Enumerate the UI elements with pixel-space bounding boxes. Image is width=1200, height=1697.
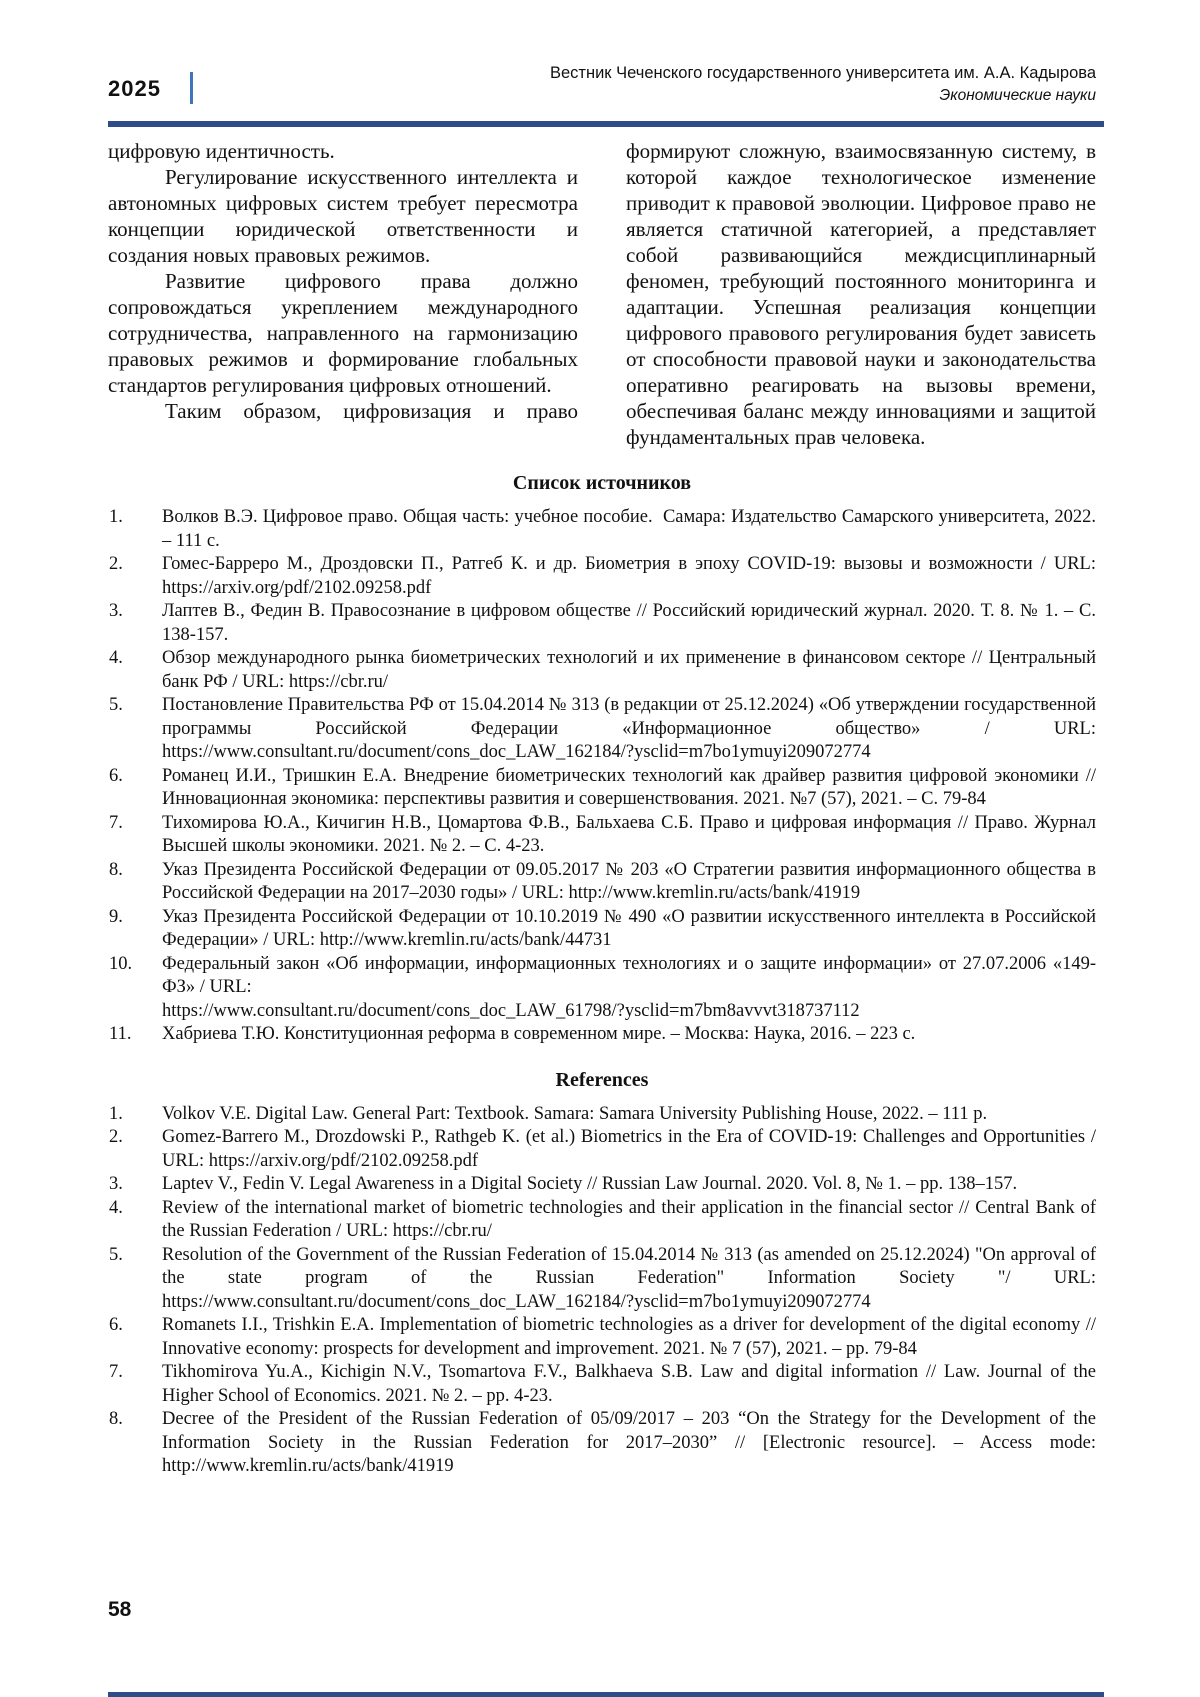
reference-item bbox=[108, 647, 1101, 694]
journal-section: Экономические науки bbox=[939, 87, 1096, 104]
body-columns bbox=[108, 138, 1096, 450]
reference-number: 4. bbox=[109, 648, 123, 668]
journal-title: Вестник Чеченского государственного университета им. А.А. Кадырова bbox=[549, 64, 1096, 82]
reference-item bbox=[108, 1244, 1101, 1315]
reference-text: Федеральный закон «Об информации, информационных технологиях и о защите информации» от 27.07.2006 «149-ФЗ» / URL: https://www.consultant.ru/document/cons_doc_LAW_61798/?ysclid=m7bm8avvvt318737112 bbox=[162, 953, 1096, 1021]
reference-item bbox=[108, 906, 1101, 953]
reference-number: 5. bbox=[109, 1244, 123, 1265]
reference-number: 11. bbox=[109, 1024, 132, 1044]
reference-number: 10. bbox=[109, 953, 133, 974]
reference-text: Gomez-Barrero M., Drozdowski P., Rathgeb K. (et al.) Biometrics in the Era of COVID-19: Challenges and Opportunities / URL: https://arxiv.org/pdf/2102.09258.pdf bbox=[162, 1127, 1101, 1171]
article-content bbox=[108, 138, 1101, 1479]
reference-item bbox=[108, 694, 1101, 765]
reference-number: 5. bbox=[109, 695, 123, 715]
reference-text: Laptev V., Fedin V. Legal Awareness in a Digital Society // Russian Law Journal. 2020. Vol. 8, № 1. – pp. 138–157. bbox=[162, 1174, 1018, 1194]
reference-number: 1. bbox=[109, 507, 123, 527]
header-rule bbox=[108, 121, 1104, 127]
reference-item bbox=[108, 1197, 1101, 1244]
reference-text: Тихомирова Ю.А., Кичигин Н.В., Цомартова Ф.В., Бальхаева С.Б. Право и цифровая информация // Право. Журнал Высшей школы экономики. 2021. № 2. – С. 4-23. bbox=[162, 812, 1101, 856]
reference-item bbox=[108, 1023, 1096, 1047]
reference-text: Tikhomirova Yu.A., Kichigin N.V., Tsomartova F.V., Balkhaeva S.B. Law and digital information // Law. Journal of the Higher School of Economics. 2021. № 2. – pp. 4-23. bbox=[162, 1362, 1101, 1406]
journal-header bbox=[550, 62, 1096, 106]
reference-number: 8. bbox=[109, 1409, 123, 1429]
body-paragraph: цифровую идентичность. bbox=[108, 139, 335, 163]
reference-item bbox=[108, 1408, 1101, 1479]
reference-number: 6. bbox=[109, 1315, 123, 1335]
page-header bbox=[108, 62, 1096, 118]
right-column bbox=[626, 138, 1096, 450]
reference-text: Романец И.И., Тришкин Е.А. Внедрение биометрических технологий как драйвер развития цифровой экономики // Инновационная экономика: перспективы развития и совершенствования. 2021. №7 (57), 2021. – С. 79-84 bbox=[162, 765, 1101, 809]
reference-text: Хабриева Т.Ю. Конституционная реформа в современном мире. – Москва: Наука, 2016. – 223 с. bbox=[162, 1024, 916, 1044]
reference-text: Volkov V.E. Digital Law. General Part: Textbook. Samara: Samara University Publishing House, 2022. – 111 p. bbox=[162, 1103, 988, 1124]
reference-number: 6. bbox=[109, 765, 123, 786]
body-paragraph: Развитие цифрового права должно сопровождаться укреплением международного сотрудничества, направленного на гармонизацию правовых режимов и формирование глобальных стандартов регулирования цифровых отношений. bbox=[108, 269, 578, 397]
reference-number: 2. bbox=[109, 554, 123, 574]
reference-text: Волков В.Э. Цифровое право. Общая часть: учебное пособие. Самара: Издательство Самарского университета, 2022. – 111 с. bbox=[162, 507, 1101, 551]
reference-text: Review of the international market of biometric technologies and their application in the financial sector // Central Bank of the Russian Federation / URL: https://cbr.ru/ bbox=[162, 1197, 1101, 1241]
left-column bbox=[108, 138, 578, 450]
reference-number: 7. bbox=[109, 812, 123, 833]
reference-item bbox=[108, 600, 1101, 647]
reference-text: Romanets I.I., Trishkin E.A. Implementation of biometric technologies as a driver for development of the digital economy // Innovative economy: prospects for development and improvement. 2021. № 7 (57), 2021. – pp. 79-84 bbox=[162, 1315, 1101, 1359]
reference-item bbox=[108, 953, 1096, 1024]
reference-item bbox=[108, 1173, 1096, 1197]
reference-item bbox=[108, 506, 1101, 553]
reference-number: 2. bbox=[109, 1127, 123, 1147]
reference-text: Указ Президента Российской Федерации от 09.05.2017 № 203 «О Стратегии развития информационного общества в Российской Федерации на 2017–2030 годы» / URL: http://www.kremlin.ru/acts/bank/41919 bbox=[162, 859, 1101, 903]
year-divider-tick bbox=[190, 72, 193, 104]
reference-item bbox=[108, 553, 1101, 600]
body-paragraph: формируют сложную, взаимосвязанную систему, в которой каждое технологическое изменение приводит к правовой эволюции. Цифровое право не является статичной категорией, а представляет собой развивающийся междисциплинарный феномен, требующий постоянного мониторинга и адаптации. Успешная реализация концепции цифрового правового регулирования будет зависеть от способности правовой науки и законодательства оперативно реагировать на вызовы времени, обеспечивая баланс между инновациями и защитой фундаментальных прав человека. bbox=[626, 139, 1096, 449]
reference-number: 1. bbox=[109, 1103, 123, 1124]
reference-item bbox=[108, 765, 1101, 812]
reference-list-en bbox=[108, 1103, 1101, 1479]
reference-list-ru bbox=[108, 506, 1101, 1047]
reference-number: 3. bbox=[109, 601, 123, 621]
reference-number: 8. bbox=[109, 859, 123, 880]
sources-heading-ru: Список источников bbox=[512, 472, 692, 494]
reference-item bbox=[108, 1126, 1101, 1173]
reference-item bbox=[108, 859, 1101, 906]
body-paragraph: Регулирование искусственного интеллекта и автономных цифровых систем требует пересмотра концепции юридической ответственности и создания новых правовых режимов. bbox=[108, 165, 578, 267]
reference-number: 7. bbox=[109, 1362, 123, 1382]
reference-text: Гомес-Барреро М., Дроздовски П., Ратгеб К. и др. Биометрия в эпоху COVID-19: вызовы и возможности / URL: https://arxiv.org/pdf/2102.09258.pdf bbox=[162, 554, 1101, 598]
body-paragraph: Таким образом, цифровизация и право bbox=[165, 399, 578, 423]
reference-number: 3. bbox=[109, 1174, 123, 1194]
bottom-rule bbox=[108, 1692, 1104, 1697]
sources-heading-en: References bbox=[555, 1068, 649, 1091]
reference-text: Постановление Правительства РФ от 15.04.2014 № 313 (в редакции от 25.12.2024) «Об утверждении государственной программы Российской Федерации «Информационное общество» / URL: https://www.consultant.ru/document/cons_doc_LAW_162184/?ysclid=m7bo1ymuyi209072774 bbox=[162, 695, 1101, 762]
reference-item bbox=[108, 1103, 1096, 1127]
reference-number: 4. bbox=[109, 1197, 123, 1218]
year-label: 2025 bbox=[108, 76, 161, 101]
reference-text: Resolution of the Government of the Russian Federation of 15.04.2014 № 313 (as amended on 25.12.2024) "On approval of the state program of the Russian Federation" Information Society "/ URL: https://www.consultant.ru/document/cons_doc_LAW_162184/?ysclid=m7bo1ymuyi209072774 bbox=[162, 1244, 1101, 1312]
page-number: 58 bbox=[108, 1598, 132, 1621]
reference-number: 9. bbox=[109, 906, 123, 927]
reference-item bbox=[108, 1314, 1101, 1361]
reference-text: Лаптев В., Федин В. Правосознание в цифровом обществе // Российский юридический журнал. 2020. Т. 8. № 1. – С. 138-157. bbox=[162, 601, 1101, 645]
reference-text: Указ Президента Российской Федерации от 10.10.2019 № 490 «О развитии искусственного интеллекта в Российской Федерации» / URL: http://www.kremlin.ru/acts/bank/44731 bbox=[162, 906, 1101, 950]
reference-item bbox=[108, 812, 1101, 859]
reference-text: Decree of the President of the Russian Federation of 05/09/2017 – 203 “On the Strategy for the Development of the Information Society in the Russian Federation for 2017–2030” // [Electronic resource]. – Access mode: http://www.kremlin.ru/acts/bank/41919 bbox=[162, 1409, 1101, 1476]
reference-item bbox=[108, 1361, 1101, 1408]
reference-text: Обзор международного рынка биометрических технологий и их применение в финансовом секторе // Центральный банк РФ / URL: https://cbr.ru/ bbox=[162, 648, 1101, 692]
